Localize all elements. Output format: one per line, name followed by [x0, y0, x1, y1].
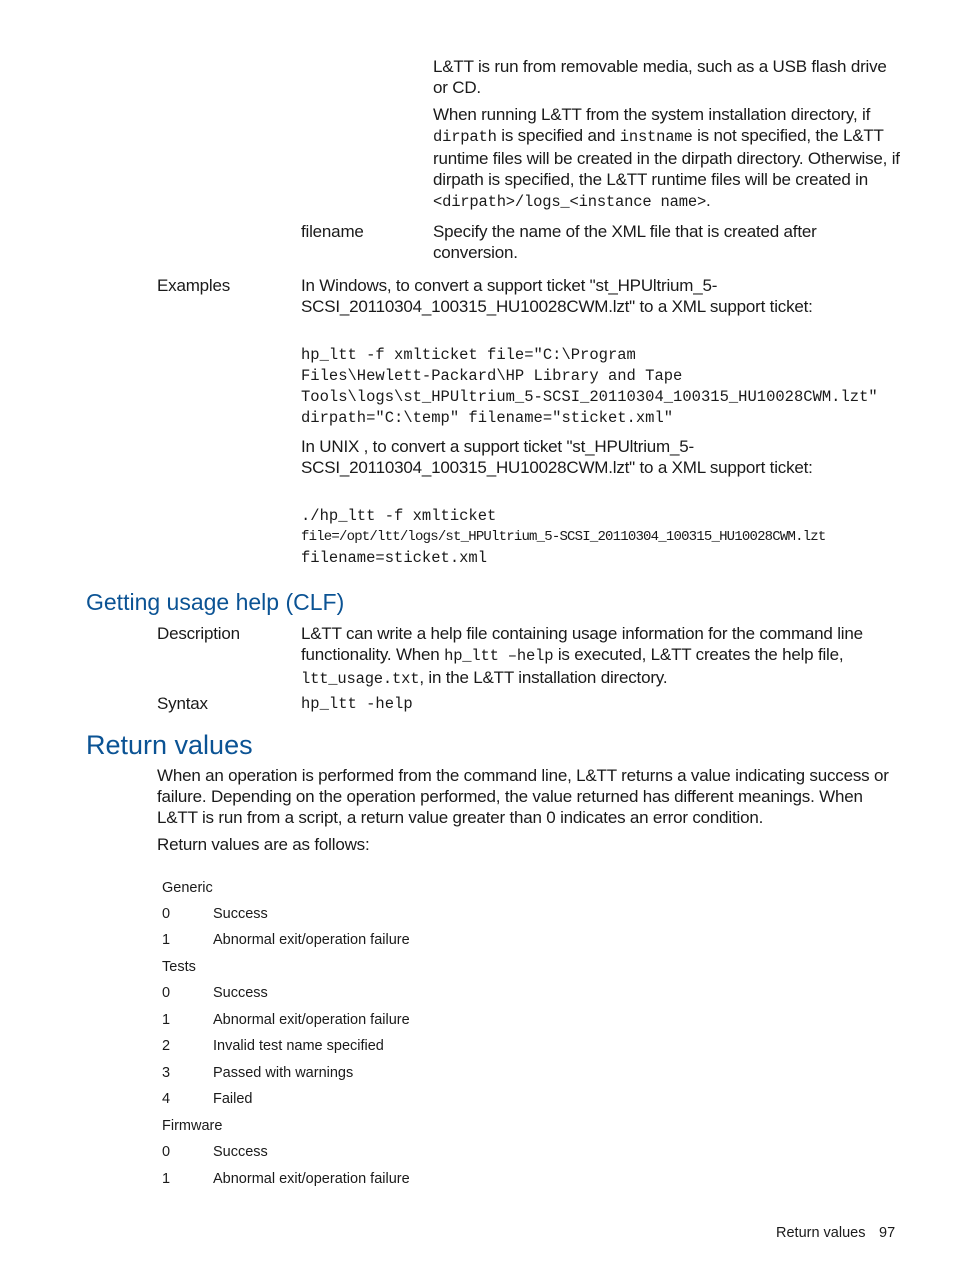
description-label: Description — [157, 624, 240, 643]
filename-description: Specify the name of the XML file that is created after conversion. — [433, 222, 817, 262]
removable-media-note: L&TT is run from removable media, such as a USB flash drive or CD. — [433, 57, 887, 97]
return-values-intro: Return values are as follows: — [157, 835, 370, 854]
return-code: 4 — [162, 1091, 171, 1107]
usage-help-heading: Getting usage help (CLF) — [86, 589, 345, 615]
code-line: dirpath="C:\temp" filename="sticket.xml" — [301, 409, 674, 427]
return-code: 2 — [162, 1038, 171, 1054]
return-code: 1 — [162, 1171, 171, 1187]
return-meaning: Success — [213, 985, 268, 1001]
group-label-firmware: Firmware — [162, 1118, 223, 1134]
examples-label: Examples — [157, 276, 231, 295]
return-code: 3 — [162, 1065, 171, 1081]
return-meaning: Invalid test name specified — [213, 1038, 384, 1054]
return-meaning: Passed with warnings — [213, 1065, 354, 1081]
return-meaning: Success — [213, 1144, 268, 1160]
return-meaning: Abnormal exit/operation failure — [213, 1012, 410, 1028]
filename-label: filename — [301, 222, 364, 241]
code-line: file=/opt/ltt/logs/st_HPUltrium_5-SCSI_20110304_100315_HU10028CWM.lzt — [301, 529, 826, 545]
windows-example-code — [301, 345, 878, 429]
return-meaning: Abnormal exit/operation failure — [213, 1171, 410, 1187]
return-meaning: Failed — [213, 1091, 253, 1107]
return-code: 1 — [162, 932, 171, 948]
code-line: ./hp_ltt -f xmlticket — [301, 507, 497, 525]
return-code: 0 — [162, 1144, 171, 1160]
return-values-paragraph: When an operation is performed from the command line, L&TT returns a value indicating success or failure. Depending on the operation performed, the value returned has different meanings. When L&TT is run from a script, a return value greater than 0 indicates an error condition. — [157, 766, 889, 827]
code-line: filename=sticket.xml — [301, 549, 488, 567]
return-code: 1 — [162, 1012, 171, 1028]
code-line: Files\Hewlett-Packard\HP Library and Tape — [301, 367, 683, 385]
code-line: Tools\logs\st_HPUltrium_5-SCSI_20110304_100315_HU10028CWM.lzt" — [301, 388, 878, 406]
return-meaning: Abnormal exit/operation failure — [213, 932, 410, 948]
return-values-heading: Return values — [86, 730, 253, 760]
unix-example-code — [301, 506, 826, 569]
syntax-code: hp_ltt -help — [301, 695, 413, 713]
return-meaning: Success — [213, 906, 268, 922]
windows-example-intro: In Windows, to convert a support ticket "st_HPUltrium_5-SCSI_20110304_100315_HU10028CWM.lzt" to a XML support ticket: — [301, 276, 813, 316]
syntax-label: Syntax — [157, 694, 208, 713]
group-label-generic: Generic — [162, 880, 213, 896]
code-line: hp_ltt -f xmlticket file="C:\Program — [301, 346, 636, 364]
return-code: 0 — [162, 985, 171, 1001]
unix-example-intro: In UNIX , to convert a support ticket "st_HPUltrium_5-SCSI_20110304_100315_HU10028CWM.lzt" to a XML support ticket: — [301, 437, 813, 477]
installation-directory-note: When running L&TT from the system installation directory, if dirpath is specified and instname is not specified, the L&TT runtime files will be created in the dirpath directory. Otherwise, if dirpath is specified, the L&TT runtime files will be created in <dirpath>/logs_<instance name>. — [433, 105, 900, 211]
return-code: 0 — [162, 906, 171, 922]
footer-section-title: Return values — [776, 1225, 866, 1241]
group-label-tests: Tests — [162, 959, 196, 975]
page-number: 97 — [879, 1225, 896, 1241]
usage-help-description: L&TT can write a help file containing usage information for the command line functionality. When hp_ltt –help is executed, L&TT creates the help file, ltt_usage.txt, in the L&TT installation directory. — [301, 624, 863, 688]
